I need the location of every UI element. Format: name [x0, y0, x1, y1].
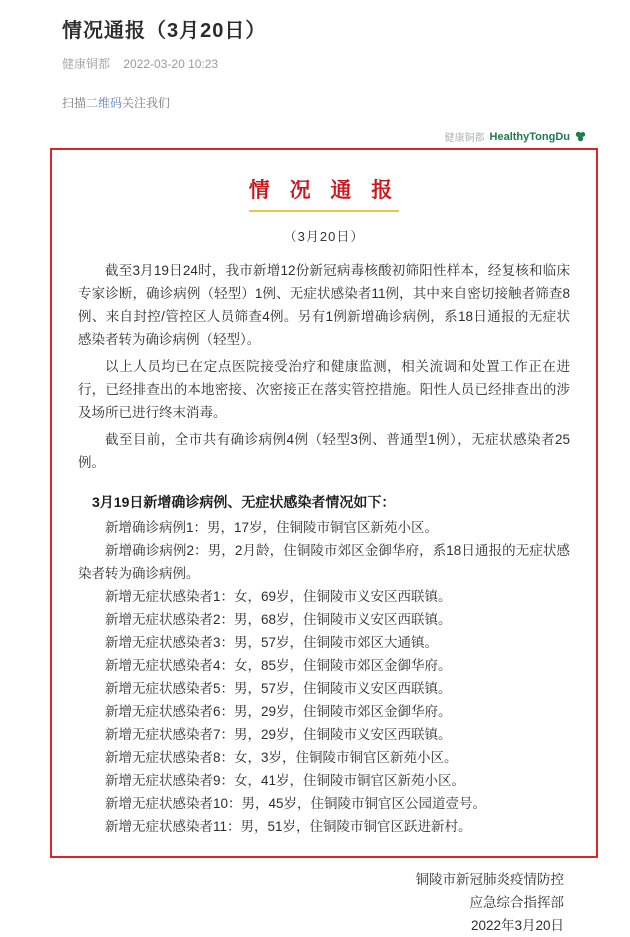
list-item: 新增无症状感染者3：男，57岁，住铜陵市郊区大通镇。 — [105, 635, 439, 650]
brand-name-en: HealthyTongDu — [489, 130, 570, 143]
title-underline — [249, 210, 399, 212]
notice-paragraph: 截至目前，全市共有确诊病例4例（轻型3例、普通型1例），无症状感染者25例。 — [78, 432, 570, 470]
meta-datetime: 2022-03-20 10:23 — [123, 57, 219, 71]
signature-block — [78, 868, 570, 937]
brand-header — [20, 111, 610, 148]
list-item: 新增无症状感染者7：男，29岁，住铜陵市义安区西联镇。 — [105, 727, 452, 742]
qr-code-link[interactable]: 二维码 — [86, 96, 123, 110]
notice-card — [50, 148, 598, 933]
qr-hint-suffix: 关注我们 — [122, 96, 171, 110]
signature-date: 2022年3月20日 — [470, 918, 564, 933]
notice-title: 情 况 通 报 — [248, 179, 400, 202]
section-heading: 3月19日新增确诊病例、无症状感染者情况如下： — [92, 494, 396, 510]
signature-line: 应急综合指挥部 — [469, 895, 564, 910]
case-list — [78, 516, 570, 838]
article-meta — [20, 43, 610, 72]
qr-hint-prefix: 扫描 — [62, 96, 87, 110]
clover-mark-icon — [575, 131, 586, 142]
list-item: 新增无症状感染者2：男，68岁，住铜陵市义安区西联镇。 — [105, 612, 452, 627]
brand-name-cn: 健康铜都 — [444, 133, 485, 144]
notice-subtitle: （3月20日） — [283, 229, 365, 244]
list-item: 新增无症状感染者1：女，69岁，住铜陵市义安区西联镇。 — [105, 589, 452, 604]
qr-hint — [20, 72, 610, 111]
page-title: 情况通报（3月20日） — [62, 20, 267, 42]
list-item: 新增确诊病例1：男，17岁，住铜陵市铜官区新苑小区。 — [105, 520, 439, 535]
list-item: 新增无症状感染者10：男，45岁，住铜陵市铜官区公园道壹号。 — [105, 796, 487, 811]
signature-line: 铜陵市新冠肺炎疫情防控 — [415, 872, 564, 887]
list-item: 新增无症状感染者6：男，29岁，住铜陵市郊区金御华府。 — [105, 704, 452, 719]
list-item: 新增无症状感染者8：女，3岁，住铜陵市铜官区新苑小区。 — [105, 750, 458, 765]
list-item: 新增无症状感染者11：男，51岁，住铜陵市铜官区跃进新村。 — [105, 819, 472, 834]
list-item: 新增无症状感染者5：男，57岁，住铜陵市义安区西联镇。 — [105, 681, 452, 696]
list-item: 新增无症状感染者9：女，41岁，住铜陵市铜官区新苑小区。 — [105, 773, 466, 788]
list-item: 新增确诊病例2：男，2月龄，住铜陵市郊区金御华府，系18日通报的无症状感染者转为确诊病例。 — [78, 543, 570, 581]
notice-paragraph: 以上人员均已在定点医院接受治疗和健康监测，相关流调和处置工作正在进行，已经排查出的本地密接、次密接正在落实管控措施。阳性人员已经排查出的涉及场所已进行终末消毒。 — [78, 359, 570, 420]
list-item: 新增无症状感染者4：女，85岁，住铜陵市郊区金御华府。 — [105, 658, 452, 673]
meta-source: 健康铜都 — [62, 57, 111, 71]
notice-paragraph: 截至3月19日24时，我市新增12份新冠病毒核酸初筛阳性样本，经复核和临床专家诊断，确诊病例（轻型）1例、无症状感染者11例，其中来自密切接触者筛查8例、来自封控/管控区人员筛查4例。另有1例新增确诊病例，系18日通报的无症状感染者转为确诊病例（轻型）。 — [78, 263, 570, 347]
